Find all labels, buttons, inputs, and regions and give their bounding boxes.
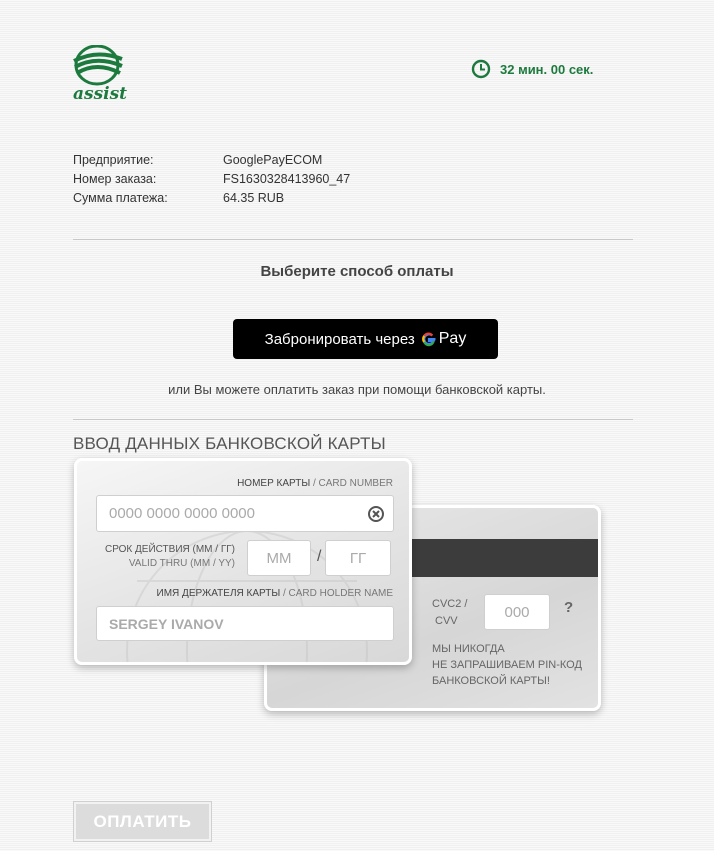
- card-number-label-en: / CARD NUMBER: [312, 478, 393, 489]
- card-front: [74, 458, 412, 665]
- card-section-title: ВВОД ДАННЫХ БАНКОВСКОЙ КАРТЫ: [73, 434, 386, 453]
- clock-icon: [471, 59, 491, 79]
- expiry-separator: /: [317, 548, 322, 565]
- order-value: FS1630328413960_47: [223, 172, 351, 186]
- order-row-number: [73, 170, 350, 189]
- cvc-input[interactable]: [484, 594, 550, 630]
- gpay-pay-word: Pay: [438, 330, 467, 347]
- order-label: Сумма платежа:: [73, 191, 168, 205]
- order-row-amount: [73, 189, 350, 208]
- order-info: [73, 151, 350, 208]
- cvc-label-line1: CVC2 /: [432, 598, 468, 610]
- pay-button[interactable]: ОПЛАТИТЬ: [74, 802, 211, 841]
- session-timer: [471, 59, 593, 79]
- choose-payment-title: Выберите способ оплаты: [260, 263, 454, 280]
- order-value: 64.35 RUB: [223, 191, 285, 205]
- cvc-label-line2: CVV: [435, 615, 458, 627]
- card-holder-input[interactable]: [96, 606, 394, 641]
- divider: [73, 239, 633, 240]
- pin-warning: [432, 641, 582, 689]
- timer-text: 32 мин. 00 сек.: [500, 61, 594, 77]
- expiry-month-input[interactable]: [247, 540, 311, 576]
- card-holder-label: [157, 588, 393, 599]
- card-holder-label-en: / CARD HOLDER NAME: [282, 588, 393, 599]
- divider: [73, 419, 633, 420]
- order-label: Предприятие:: [73, 153, 154, 167]
- pin-warning-line2: НЕ ЗАПРАШИВАЕМ PIN-КОД: [432, 659, 582, 671]
- alternative-payment-text: или Вы можете оплатить заказ при помощи банковской карты.: [168, 382, 546, 397]
- clear-circle-icon[interactable]: [367, 505, 385, 523]
- gpay-label: Забронировать через: [264, 330, 415, 348]
- google-g-icon: [421, 331, 437, 347]
- logo-text: assist: [73, 84, 128, 104]
- card-number-input[interactable]: [96, 495, 394, 532]
- pin-warning-line3: БАНКОВСКОЙ КАРТЫ!: [432, 675, 550, 687]
- order-label: Номер заказа:: [73, 172, 157, 186]
- expiry-year-input[interactable]: [325, 540, 391, 576]
- expiry-label-ru: СРОК ДЕЙСТВИЯ (ММ / ГГ): [104, 544, 235, 555]
- expiry-label: [97, 543, 235, 571]
- expiry-label-en: VALID THRU (MM / YY): [128, 558, 235, 569]
- google-pay-button[interactable]: [233, 319, 498, 359]
- cvc-help-icon[interactable]: ?: [564, 599, 574, 616]
- order-value: GooglePayECOM: [223, 153, 323, 167]
- card-number-label: [237, 478, 393, 489]
- pin-warning-line1: МЫ НИКОГДА: [432, 643, 505, 655]
- cvc-label: [432, 596, 467, 630]
- card-holder-label-ru: ИМЯ ДЕРЖАТЕЛЯ КАРТЫ: [156, 588, 281, 599]
- card-number-label-ru: НОМЕР КАРТЫ: [237, 478, 311, 489]
- order-row-merchant: [73, 151, 350, 170]
